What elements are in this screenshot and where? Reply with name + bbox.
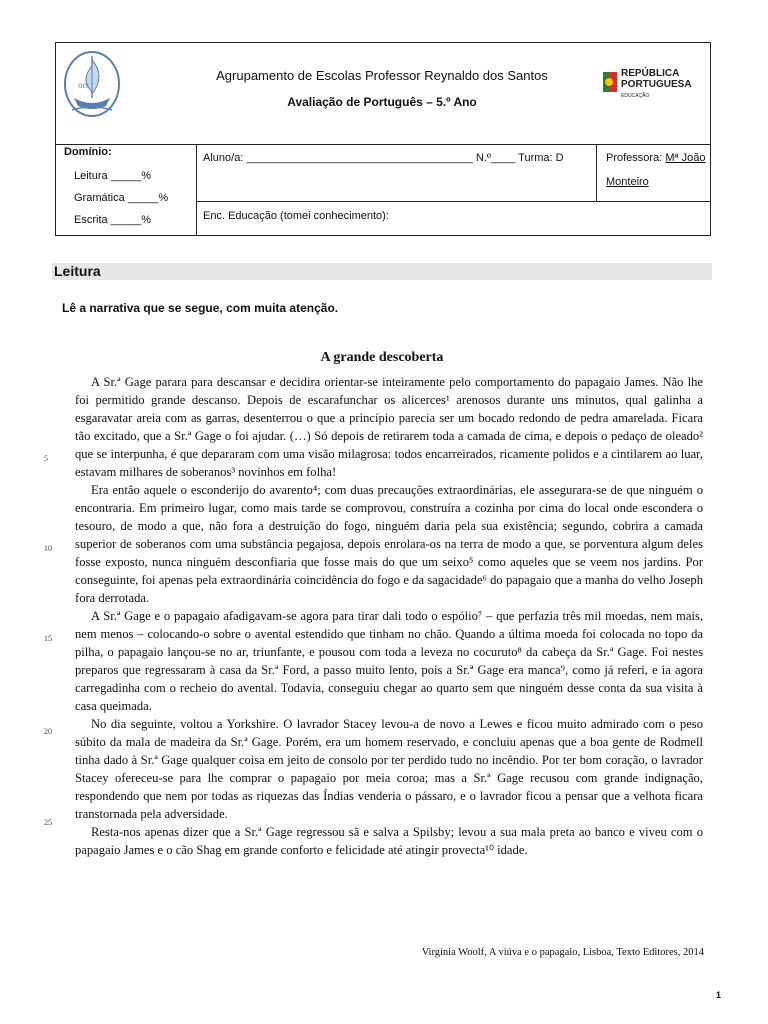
republic-sub: EDUCAÇÃO <box>621 93 650 99</box>
story-paragraph: Resta-nos apenas dizer que a Sr.ª Gage regressou sã e salva a Spilsby; levou a sua mala preta ao banco e viveu com o papagaio James e o cão Shag em grande conforto e felicidade até atingir provecta¹⁰ idade. <box>75 825 703 857</box>
republic-line-2: PORTUGUESA <box>621 79 692 90</box>
domain-reading: Leitura _____% <box>74 170 152 182</box>
school-name: Agrupamento de Escolas Professor Reynaldo dos Santos <box>216 68 548 83</box>
evaluation-title: Avaliação de Português – 5.º Ano <box>287 95 477 109</box>
guardian-line: Enc. Educação (tomei conhecimento): <box>203 210 389 222</box>
student-row-divider <box>196 201 710 202</box>
teacher-name-1: Mª João <box>665 152 706 164</box>
republic-emblem-icon <box>603 70 619 100</box>
story-paragraph: A Sr.ª Gage e o papagaio afadigavam-se agora para tirar dali todo o espólio⁷ – que perfazia três mil moedas, nem mais, nem menos – colocando-o sobre o avental estendido que tinham no chão. Quando a última moeda foi colocada no topo da pilha, o papagaio lançou-se no ar, triunfante, e pousou com toda a leveza no cocuruto⁸ da cabeça da Sr.ª Gage. Foi nestes preparos que regressaram à casa da Sr.ª Ford, a passo muito lento, pois a Sr.ª Gage era manca⁹, como já referi, e ia agora carregadinha com o recheio do avental. Todavia, conseguiu chegar ao quarto sem que ninguém desse conta da sua visita à casa queimada. <box>75 609 703 713</box>
domain-divider <box>196 144 197 236</box>
teacher-cell-2 <box>606 176 649 188</box>
republic-logo-text <box>621 68 692 102</box>
story-paragraph: A Sr.ª Gage parara para descansar e decidira orientar-se inteiramente pelo comportamento do papagaio James. Não lhe foi permitido grande descanso. Depois de escarafunchar os alicerces¹ arenosos durante uns minutos, qual galinha a esgaravatar areia com as garras, desenterrou o que a princípio parecia ser um bocado redondo de pedra amarelada. Ficara tão excitado, que a Sr.ª Gage o foi ajudar. (…) Só depois de retirarem toda a camada de cima, e depois o pedaço de oleado² que se interpunha, é que depararam com uma visão milagrosa: todos encarreirados, ricamente polidos e a cintilarem ao luar, estavam milhares de soberanos³ novinhos em folha! <box>75 375 703 479</box>
domain-grammar: Gramática _____% <box>74 192 169 204</box>
line-number: 10 <box>44 544 52 553</box>
teacher-name-2: Monteiro <box>606 176 649 188</box>
line-number: 15 <box>44 634 52 643</box>
line-number: 20 <box>44 727 52 736</box>
header-divider <box>56 144 710 145</box>
story-paragraph: No dia seguinte, voltou a Yorkshire. O lavrador Stacey levou-a de novo a Lewes e ficou muito admirado com o peso súbito da mala de madeira da Sr.ª Gage. Porém, era um homem reservado, e concluiu apenas que a boa gente de Rodmell tinha dado à Sr.ª Gage qualquer coisa em jeito de consolo por ter perdido tudo no incêndio. Por ter bom coração, o lavrador Stacey ofereceu-se para lhe comprar o papagaio por meia coroa; mas a Sr.ª Gage recusou com grande indignação, respondendo que nem por todas as riquezas das Índias venderia o pássaro, e o lavrador ficou a pensar que a velhota ficara transtornada pela adversidade. <box>75 717 703 821</box>
teacher-divider <box>596 144 597 201</box>
student-line: Aluno/a: _____________________________________ N.º____ Turma: D <box>203 152 564 164</box>
teacher-cell <box>606 152 705 164</box>
domain-label: Domínio: <box>64 146 112 158</box>
teacher-label: Professora: <box>606 152 663 164</box>
reading-instruction: Lê a narrativa que se segue, com muita atenção. <box>62 301 339 315</box>
story-text <box>75 373 703 859</box>
page-number: 1 <box>715 990 721 1000</box>
section-title: Leitura <box>52 263 712 280</box>
story-paragraph: Era então aquele o esconderijo do avarento⁴; com duas precauções extraordinárias, ele assegurara-se de que ninguém o encontraria. Em primeiro lugar, como mais tarde se comprovou, construíra a cozinha por cima do local onde escondera o tesouro, de modo a que, não fora a destruição do fogo, ninguém daria pela sua existência; segundo, cobrira a camada superior de soberanos com uma substância pegajosa, depois enrolara-os na terra de modo a que, se porventura algum deles fosse exposto, nunca ninguém desconfiaria que fosse mais do que um seixo⁵ como aqueles que se veem nos jardins. Por conseguinte, foi apenas pela extraordinária coincidência do fogo e da sagacidade⁶ do papagaio que a manha do velho Joseph fora derrotada. <box>75 483 703 605</box>
story-title: A grande descoberta <box>320 350 444 365</box>
domain-writing: Escrita _____% <box>74 214 152 226</box>
republic-line-1: REPÚBLICA <box>621 68 680 79</box>
line-number: 5 <box>44 454 48 463</box>
school-logo <box>62 48 122 120</box>
line-number: 25 <box>44 818 52 827</box>
logo-text: ors <box>78 80 89 90</box>
story-citation: Virgínia Woolf, A viúva e o papagaio, Lisboa, Texto Editores, 2014 <box>421 947 704 958</box>
